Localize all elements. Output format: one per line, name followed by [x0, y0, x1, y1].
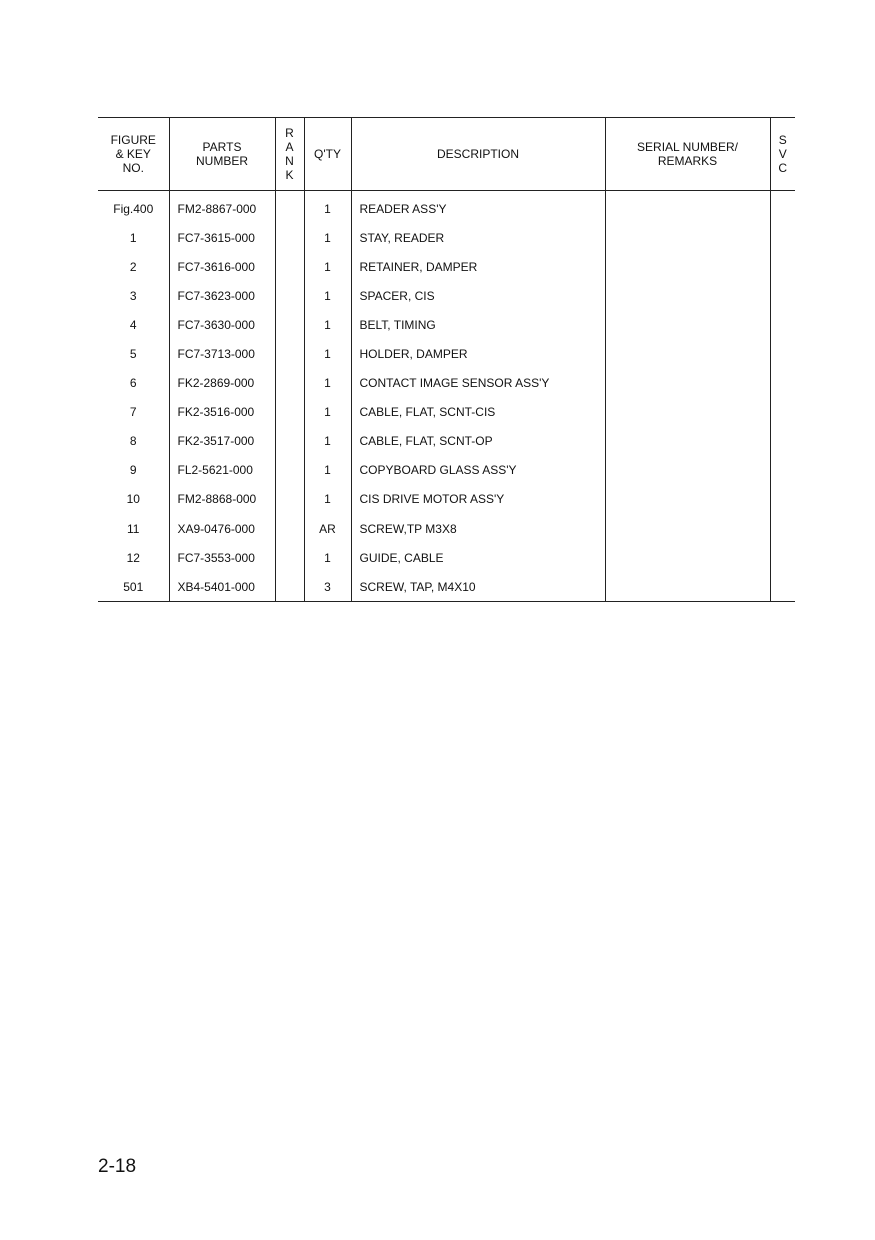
header-figure-key: FIGURE & KEY NO. — [98, 118, 169, 191]
cell-part-number: FC7-3615-000 — [169, 223, 275, 252]
table-row — [98, 485, 795, 514]
cell-part-number: FC7-3616-000 — [169, 252, 275, 281]
cell-part-number: FK2-2869-000 — [169, 369, 275, 398]
cell-svc — [770, 223, 795, 252]
cell-figure-key: 5 — [129, 347, 137, 362]
table-row — [98, 369, 795, 398]
cell-qty: 1 — [304, 310, 351, 339]
cell-qty: 1 — [304, 427, 351, 456]
cell-remarks — [605, 369, 770, 398]
table-row — [98, 191, 795, 224]
table-row — [98, 281, 795, 310]
cell-part-number: FM2-8867-000 — [169, 191, 275, 224]
cell-qty: 3 — [304, 572, 351, 602]
cell-description: COPYBOARD GLASS ASS'Y — [351, 456, 605, 485]
cell-qty: 1 — [304, 485, 351, 514]
cell-remarks — [605, 191, 770, 224]
cell-rank — [275, 456, 304, 485]
cell-description: SPACER, CIS — [351, 281, 605, 310]
cell-remarks — [605, 572, 770, 602]
cell-figure-key: 9 — [129, 463, 137, 478]
header-qty: Q'TY — [304, 118, 351, 191]
table-body — [98, 191, 795, 602]
cell-rank — [275, 310, 304, 339]
cell-part-number: FK2-3516-000 — [169, 398, 275, 427]
cell-figure-key: 11 — [127, 521, 140, 536]
cell-figure-key: 7 — [129, 405, 137, 420]
cell-qty: 1 — [304, 223, 351, 252]
cell-remarks — [605, 252, 770, 281]
cell-description: STAY, READER — [351, 223, 605, 252]
cell-figure-key: 12 — [126, 550, 140, 565]
cell-description: CIS DRIVE MOTOR ASS'Y — [351, 485, 605, 514]
cell-remarks — [605, 514, 770, 543]
cell-qty: 1 — [304, 191, 351, 224]
cell-figure-key: Fig.400 — [113, 201, 154, 216]
cell-svc — [770, 281, 795, 310]
cell-svc — [770, 252, 795, 281]
cell-figure-key: 2 — [129, 259, 137, 274]
cell-rank — [275, 369, 304, 398]
table-row — [98, 572, 795, 602]
cell-description: RETAINER, DAMPER — [351, 252, 605, 281]
cell-rank — [275, 223, 304, 252]
table-row — [98, 427, 795, 456]
cell-figure-key: 3 — [129, 288, 137, 303]
cell-rank — [275, 514, 304, 543]
page-number: 2-18 — [98, 1156, 137, 1177]
cell-svc — [770, 369, 795, 398]
cell-part-number: FC7-3623-000 — [169, 281, 275, 310]
cell-description: SCREW,TP M3X8 — [351, 514, 605, 543]
cell-qty: 1 — [304, 339, 351, 368]
cell-svc — [770, 485, 795, 514]
cell-svc — [770, 427, 795, 456]
cell-svc — [770, 191, 795, 224]
cell-remarks — [605, 427, 770, 456]
cell-remarks — [605, 485, 770, 514]
header-serial-remarks: SERIAL NUMBER/ REMARKS — [605, 118, 770, 191]
cell-figure-key: 6 — [129, 376, 137, 391]
cell-svc — [770, 456, 795, 485]
cell-part-number: XB4-5401-000 — [169, 572, 275, 602]
cell-svc — [770, 514, 795, 543]
parts-table — [98, 117, 795, 602]
cell-figure-key: 501 — [98, 572, 169, 602]
cell-figure-key: 1 — [129, 230, 137, 245]
cell-remarks — [605, 339, 770, 368]
cell-part-number: FC7-3630-000 — [169, 310, 275, 339]
cell-figure-key: 10 — [126, 492, 140, 507]
cell-qty: AR — [304, 514, 351, 543]
header-parts-number: PARTS NUMBER — [169, 118, 275, 191]
cell-remarks — [605, 543, 770, 572]
cell-rank — [275, 398, 304, 427]
cell-rank — [275, 339, 304, 368]
cell-svc — [770, 572, 795, 602]
cell-svc — [770, 339, 795, 368]
table-header — [98, 118, 795, 191]
cell-qty: 1 — [304, 543, 351, 572]
table-row — [98, 339, 795, 368]
header-row — [98, 118, 795, 191]
cell-qty: 1 — [304, 456, 351, 485]
cell-rank — [275, 252, 304, 281]
cell-description: HOLDER, DAMPER — [351, 339, 605, 368]
table-row — [98, 456, 795, 485]
cell-rank — [275, 191, 304, 224]
table-row — [98, 310, 795, 339]
cell-remarks — [605, 398, 770, 427]
cell-figure-key: 4 — [129, 317, 137, 332]
cell-part-number: FC7-3713-000 — [169, 339, 275, 368]
table-row — [98, 252, 795, 281]
cell-qty: 1 — [304, 281, 351, 310]
cell-part-number: XA9-0476-000 — [169, 514, 275, 543]
header-description: DESCRIPTION — [351, 118, 605, 191]
cell-description: BELT, TIMING — [351, 310, 605, 339]
cell-svc — [770, 398, 795, 427]
cell-part-number: FM2-8868-000 — [169, 485, 275, 514]
cell-rank — [275, 427, 304, 456]
cell-description: READER ASS'Y — [351, 191, 605, 224]
cell-part-number: FK2-3517-000 — [169, 427, 275, 456]
cell-rank — [275, 572, 304, 602]
cell-svc — [770, 543, 795, 572]
table-row — [98, 514, 795, 543]
cell-remarks — [605, 456, 770, 485]
cell-description: CABLE, FLAT, SCNT-CIS — [351, 398, 605, 427]
header-rank: R A N K — [275, 118, 304, 191]
cell-description: GUIDE, CABLE — [351, 543, 605, 572]
cell-rank — [275, 485, 304, 514]
table-row — [98, 223, 795, 252]
cell-remarks — [605, 223, 770, 252]
cell-remarks — [605, 281, 770, 310]
cell-qty: 1 — [304, 252, 351, 281]
cell-description: CABLE, FLAT, SCNT-OP — [351, 427, 605, 456]
cell-description: SCREW, TAP, M4X10 — [351, 572, 605, 602]
cell-qty: 1 — [304, 369, 351, 398]
cell-qty: 1 — [304, 398, 351, 427]
cell-part-number: FL2-5621-000 — [169, 456, 275, 485]
cell-rank — [275, 281, 304, 310]
header-svc: S V C — [770, 118, 795, 191]
table-row — [98, 398, 795, 427]
table-row — [98, 543, 795, 572]
cell-figure-key: 8 — [129, 434, 137, 449]
cell-part-number: FC7-3553-000 — [169, 543, 275, 572]
cell-description: CONTACT IMAGE SENSOR ASS'Y — [351, 369, 605, 398]
cell-rank — [275, 543, 304, 572]
cell-svc — [770, 310, 795, 339]
cell-remarks — [605, 310, 770, 339]
